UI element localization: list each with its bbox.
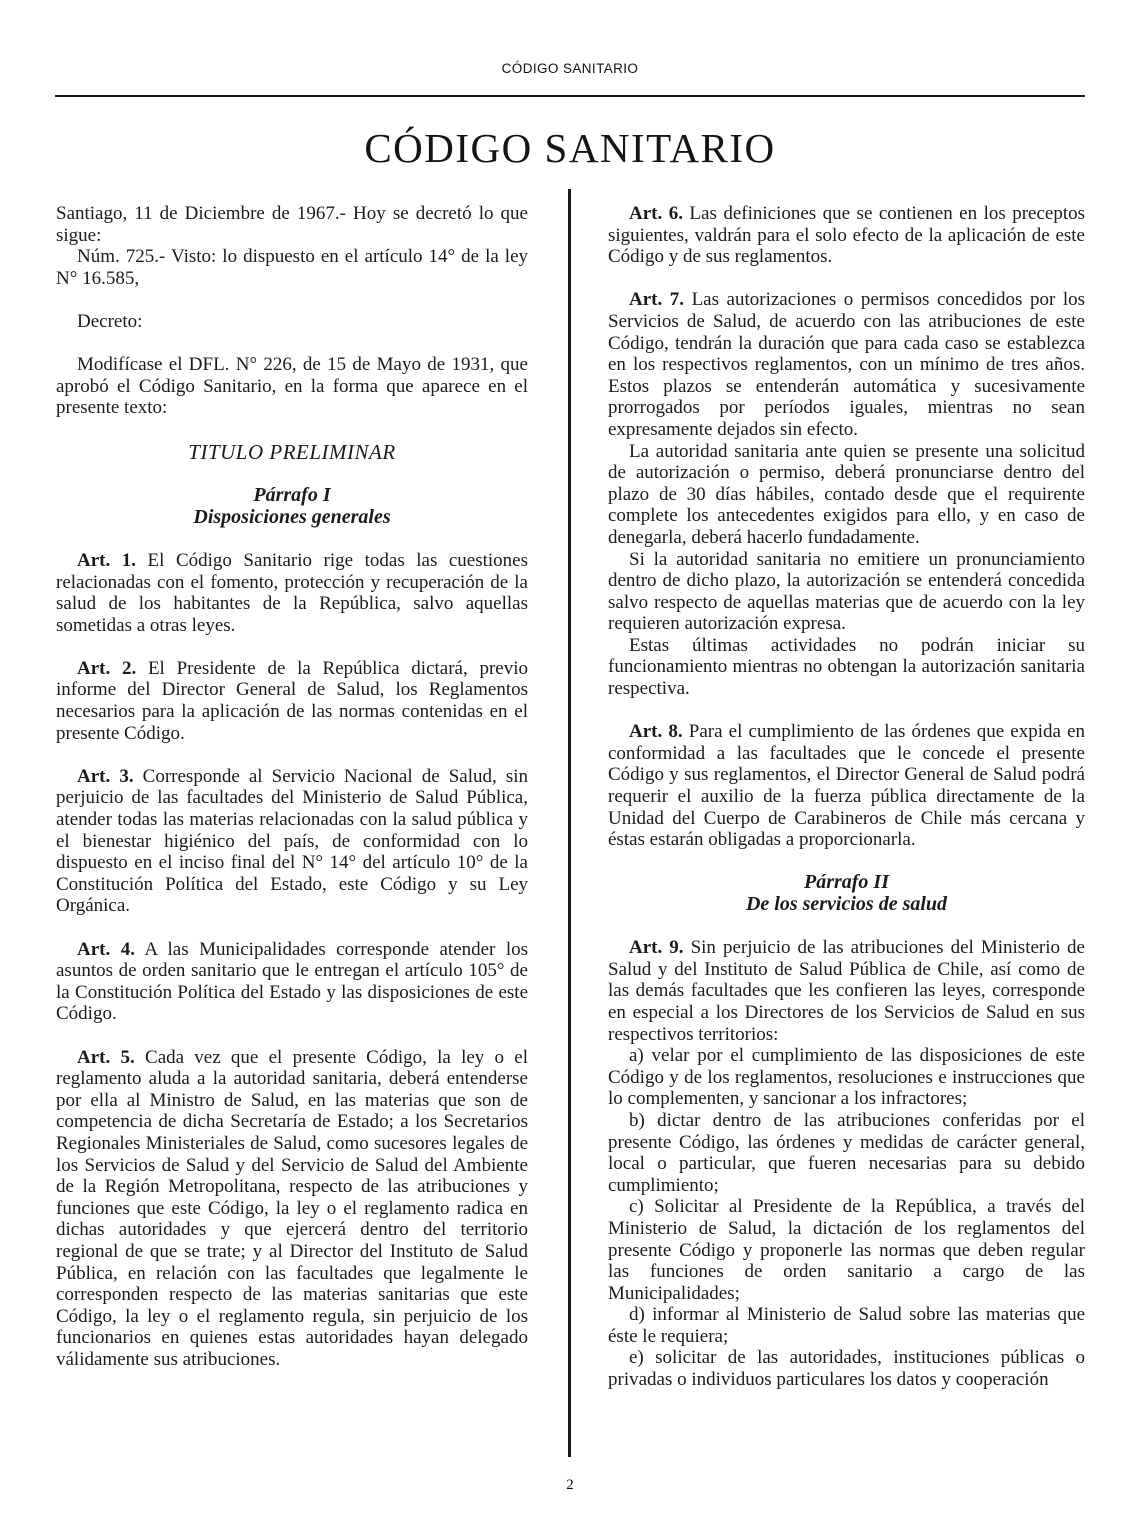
paragraph-text: Las definiciones que se contienen en los preceptos siguientes, valdrán para el solo efecto de la aplicación de este Código y de sus reglamentos. bbox=[608, 203, 1086, 268]
section-heading: TITULO PRELIMINAR bbox=[188, 439, 396, 464]
header-rule bbox=[55, 95, 1085, 97]
article-label: Art. 1. bbox=[77, 549, 137, 571]
paragraph bbox=[56, 550, 528, 636]
paragraph-text: El Código Sanitario rige todas las cuestiones relacionadas con el fomento, protección y recuperación de la salud de los habitantes de la República, salvo aquellas sometidas a otras leyes. bbox=[56, 549, 529, 636]
paragraph: Si la autoridad sanitaria no emitiere un pronunciamiento dentro de dicho plazo, la autorización se entenderá concedida salvo respecto de aquellas materias que de acuerdo con la ley requieren autorización expresa. bbox=[608, 548, 1085, 635]
paragraph: Núm. 725.- Visto: lo dispuesto en el artículo 14° de la ley N° 16.585, bbox=[56, 246, 528, 289]
section-heading: De los servicios de salud bbox=[745, 893, 948, 915]
article-label: Art. 4. bbox=[77, 938, 135, 960]
article-label: Art. 9. bbox=[629, 937, 684, 959]
right-column bbox=[608, 203, 1085, 1391]
paragraph: b) dictar dentro de las atribuciones conferidas por el presente Código, las órdenes y medidas de carácter general, local o particular, que fueren necesarias para su debido cumplimiento; bbox=[608, 1109, 1085, 1196]
paragraph: Decreto: bbox=[77, 310, 143, 332]
paragraph-text: Cada vez que el presente Código, la ley o el reglamento aluda a la autoridad sanitaria, deberá entenderse por ella al Ministro de Salud, en las materias que son de competencia de dicha Secretaría de Estado; a los Secretarios Regionales Ministeriales de Salud, como sucesores legales de los Servicios de Salud y del Servicio de Salud del Ambiente de la Región Metropolitana, respecto de las atribuciones y funciones que este Código, la ley o el reglamento radica en dichas autoridades y que ejercerá dentro del territorio regional de que se trate; y al Director del Instituto de Salud Pública, en relación con las facultades que legalmente le corresponden respecto de las materias sanitarias que este Código, la ley o el reglamento regula, sin perjuicio de los funcionarios en quienes estas autoridades hayan delegado válidamente sus atribuciones. bbox=[56, 1046, 529, 1370]
paragraph-text: Sin perjuicio de las atribuciones del Ministerio de Salud y del Instituto de Salud Pública de Chile, así como de las demás facultades que les confieren las leyes, corresponde en especial a los Directores de los Servicios de Salud en sus respectivos territorios: bbox=[608, 937, 1085, 1045]
paragraph bbox=[608, 203, 1085, 268]
paragraph-text: Corresponde al Servicio Nacional de Salud, sin perjuicio de las facultades del Ministerio de Salud Pública, atender todas las materias relacionadas con la salud pública y el bienestar higiénico del país, de conformidad con lo dispuesto en el inciso final del N° 14° del artículo 10° de la Constitución Política del Estado, este Código y su Ley Orgánica. bbox=[56, 765, 529, 917]
paragraph: Modifícase el DFL. N° 226, de 15 de Mayo de 1931, que aprobó el Código Sanitario, en la forma que aparece en el presente texto: bbox=[56, 354, 528, 419]
page-number: 2 bbox=[566, 1477, 574, 1493]
paragraph-text: Para el cumplimiento de las órdenes que expida en conformidad a las facultades que le concede el presente Código y sus reglamentos, el Director General de Salud podrá requerir el auxilio de la fuerza pública directamente de la Unidad del Cuerpo de Carabineros de Chile más cercana y éstas estarán obligadas a proporcionarla. bbox=[608, 721, 1086, 851]
paragraph bbox=[608, 937, 1085, 1045]
paragraph bbox=[56, 1047, 528, 1371]
page-title: CÓDIGO SANITARIO bbox=[364, 125, 776, 171]
section-heading: Párrafo I bbox=[253, 484, 331, 507]
paragraph: Estas últimas actividades no podrán iniciar su funcionamiento mientras no obtengan la autorización sanitaria respectiva. bbox=[608, 634, 1085, 700]
paragraph: a) velar por el cumplimiento de las disposiciones de este Código y de los reglamentos, resoluciones e instrucciones que lo complementen, y sancionar a los infractores; bbox=[608, 1045, 1085, 1110]
paragraph bbox=[608, 289, 1085, 440]
article-label: Art. 2. bbox=[77, 657, 137, 679]
paragraph: d) informar al Ministerio de Salud sobre las materias que éste le requiera; bbox=[608, 1304, 1085, 1347]
section-heading: Párrafo II bbox=[803, 871, 889, 894]
article-label: Art. 7. bbox=[629, 289, 685, 311]
paragraph: c) Solicitar al Presidente de la República, a través del Ministerio de Salud, la dictación de los reglamentos del presente Código y proponerle las normas que deben regular las funciones de orden sanitario a cargo de las Municipalidades; bbox=[608, 1196, 1085, 1304]
paragraph-text: Las autorizaciones o permisos concedidos por los Servicios de Salud, de acuerdo con las atribuciones de este Código, tendrán la duración que para cada caso se establezca en los respectivos reglamentos, con un mínimo de tres años. Estos plazos se entenderán automática y sucesivamente prorrogados por períodos iguales, mientras no sean expresamente dejados sin efecto. bbox=[608, 289, 1086, 440]
section-heading: Disposiciones generales bbox=[193, 505, 391, 528]
paragraph-text: El Presidente de la República dictará, previo informe del Director General de Salud, los Reglamentos necesarios para la aplicación de las normas contenidas en el presente Código. bbox=[56, 657, 529, 744]
paragraph: La autoridad sanitaria ante quien se presente una solicitud de autorización o permiso, deberá pronunciarse dentro del plazo de 30 días hábiles, contado desde que el requirente complete los antecedentes exigidos para ello, y en caso de denegarla, deberá hacerlo fundadamente. bbox=[608, 440, 1085, 548]
article-label: Art. 8. bbox=[629, 721, 683, 743]
paragraph-text: A las Municipalidades corresponde atender los asuntos de orden sanitario que le entregan el artículo 105° de la Constitución Política del Estado y las disposiciones de este Código. bbox=[56, 938, 529, 1025]
column-divider bbox=[568, 189, 571, 1457]
paragraph bbox=[56, 658, 528, 744]
running-head: CÓDIGO SANITARIO bbox=[501, 61, 639, 76]
paragraph bbox=[56, 766, 528, 917]
left-column bbox=[56, 203, 528, 1370]
paragraph bbox=[608, 721, 1085, 851]
paragraph bbox=[56, 939, 528, 1025]
article-label: Art. 3. bbox=[77, 765, 134, 787]
article-label: Art. 6. bbox=[629, 203, 683, 224]
paragraph: Santiago, 11 de Diciembre de 1967.- Hoy se decretó lo que sigue: bbox=[56, 203, 528, 246]
article-label: Art. 5. bbox=[77, 1046, 135, 1068]
paragraph: e) solicitar de las autoridades, instituciones públicas o privadas o individuos particulares los datos y cooperación bbox=[608, 1347, 1085, 1391]
